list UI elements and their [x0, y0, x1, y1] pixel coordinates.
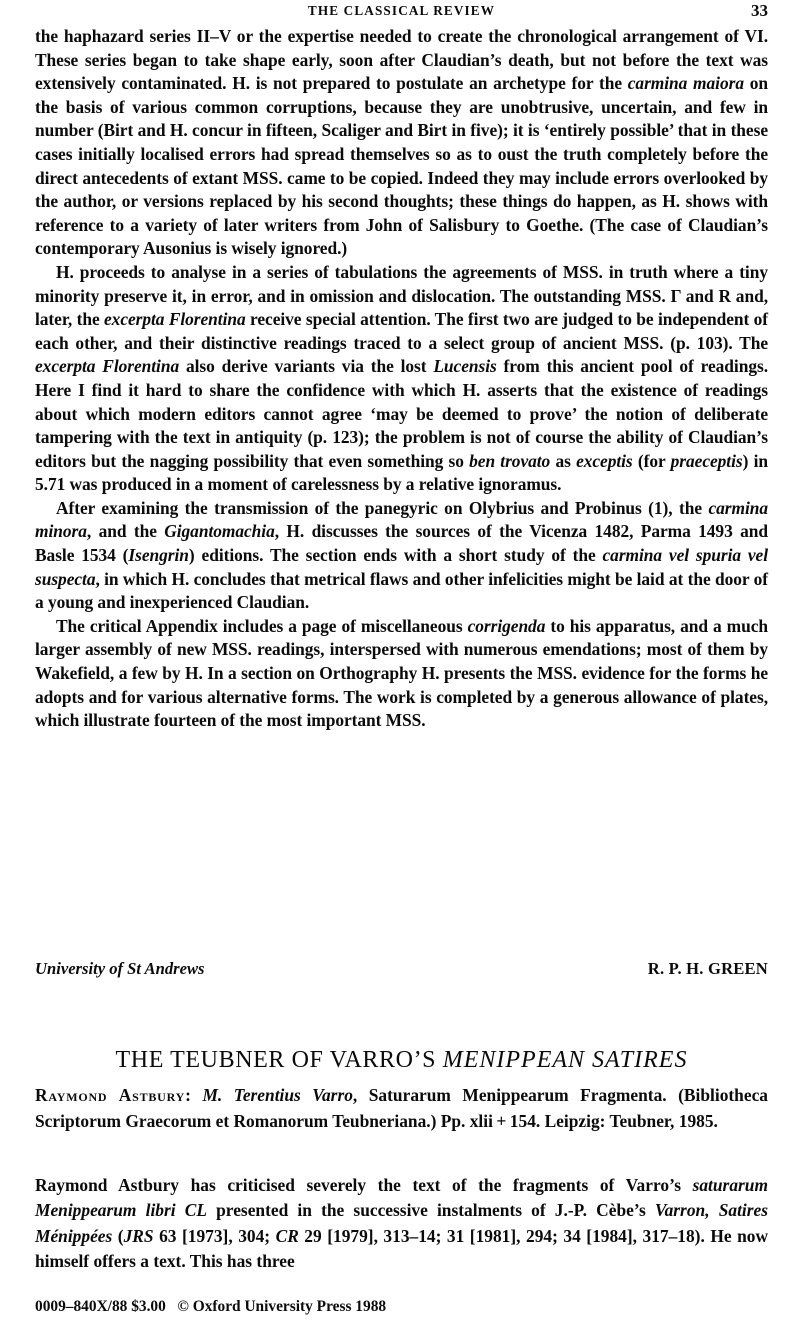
- citation-text: Raymond Astbury: M. Terentius Varro, Saturarum Menippearum Fragmenta. (Bibliotheca Scriptorum Graecorum et Romanorum Teubneriana.) Pp. xlii + 154. Leipzig: Teubner, 1985.: [35, 1085, 768, 1131]
- review-title-italic: MENIPPEAN SATIRES: [442, 1047, 688, 1074]
- reviewer-name: R. P. H. GREEN: [647, 959, 768, 978]
- page-footer: [35, 1297, 768, 1317]
- book-citation: [35, 1083, 768, 1135]
- running-head-title: THE CLASSICAL REVIEW: [307, 3, 496, 18]
- page-number: 33: [751, 1, 768, 20]
- signature-line: [35, 958, 768, 982]
- article-text-column: [35, 25, 768, 733]
- review-title: [35, 1045, 768, 1075]
- copyright-notice: © Oxford University Press 1988: [177, 1298, 387, 1315]
- reviewer-affiliation: University of St Andrews: [35, 959, 205, 978]
- paragraph-appendix: The critical Appendix includes a page of miscellaneous corrigenda to his apparatus, and a much larger assembly of new MSS. readings, interspersed with numerous emendations; most of them by Wakefield, a few by H. In a section on Orthography H. presents the MSS. evidence for the forms he adopts and for various alternative forms. The work is completed by a generous allowance of plates, which illustrate fourteen of the most important MSS.: [35, 615, 768, 731]
- paragraph-transmission: After examining the transmission of the panegyric on Olybrius and Probinus (1), the carmina minora, and the Gigantomachia, H. discusses the sources of the Vicenza 1482, Parma 1493 and Basle 1534 (Isengrin) editions. The section ends with a short study of the carmina vel spuria vel suspecta, in which H. concludes that metrical flaws and other infelicities might be laid at the door of a young and inexperienced Claudian.: [35, 497, 769, 613]
- review-opening-paragraph: Raymond Astbury has criticised severely the text of the fragments of Varro’s saturarum Menippearum libri CL presented in the successive instalments of J.-P. Cèbe’s Varron, Satires Ménippées (JRS 63 [1973], 304; CR 29 [1979], 313–14; 31 [1981], 294; 34 [1984], 317–18). He now himself offers a text. This has three: [35, 1175, 769, 1272]
- review-title-roman: THE TEUBNER OF VARRO’S: [115, 1047, 443, 1074]
- running-head: [35, 2, 768, 22]
- paragraph-continued: the haphazard series II–V or the expertise needed to create the chronological arrangement of VI. These series began to take shape early, soon after Claudian’s death, but not before the text was extensively contaminated. H. is not prepared to postulate an archetype for the carmina maiora on the basis of various common corruptions, because they are unobtrusive, uncertain, and few in number (Birt and H. concur in fifteen, Scaliger and Birt in five); it is ‘entirely possible’ that in these cases initially localised errors had spread themselves so as to oust the truth completely before the direct antecedents of extant MSS. came to be copied. Indeed they may include errors overlooked by the author, or versions replaced by his second thoughts; these things do happen, as H. shows with reference to a variety of later writers from John of Salisbury to Goethe. (The case of Claudian’s contemporary Ausonius is wisely ignored.): [35, 26, 768, 259]
- review-body: [35, 1173, 768, 1275]
- issn-price: 0009–840X/88 $3.00: [35, 1298, 166, 1315]
- paragraph-tabulations: H. proceeds to analyse in a series of tabulations the agreements of MSS. in truth where a tiny minority preserve it, in error, and in omission and dislocation. The outstanding MSS. Γ and R and, later, the excerpta Florentina receive special attention. The first two are judged to be independent of each other, and their distinctive readings traced to a select group of ancient MSS. (p. 103). The excerpta Florentina also derive variants via the lost Lucensis from this ancient pool of readings. Here I find it hard to share the confidence with which H. asserts that the existence of readings about which modern editors cannot agree ‘may be deemed to prove’ the notion of deliberate tampering with the text in antiquity (p. 123); the problem is not of course the ability of Claudian’s editors but the nagging possibility that even something so ben trovato as exceptis (for praeceptis) in 5.71 was produced in a moment of carelessness by a relative ignoramus.: [35, 261, 768, 495]
